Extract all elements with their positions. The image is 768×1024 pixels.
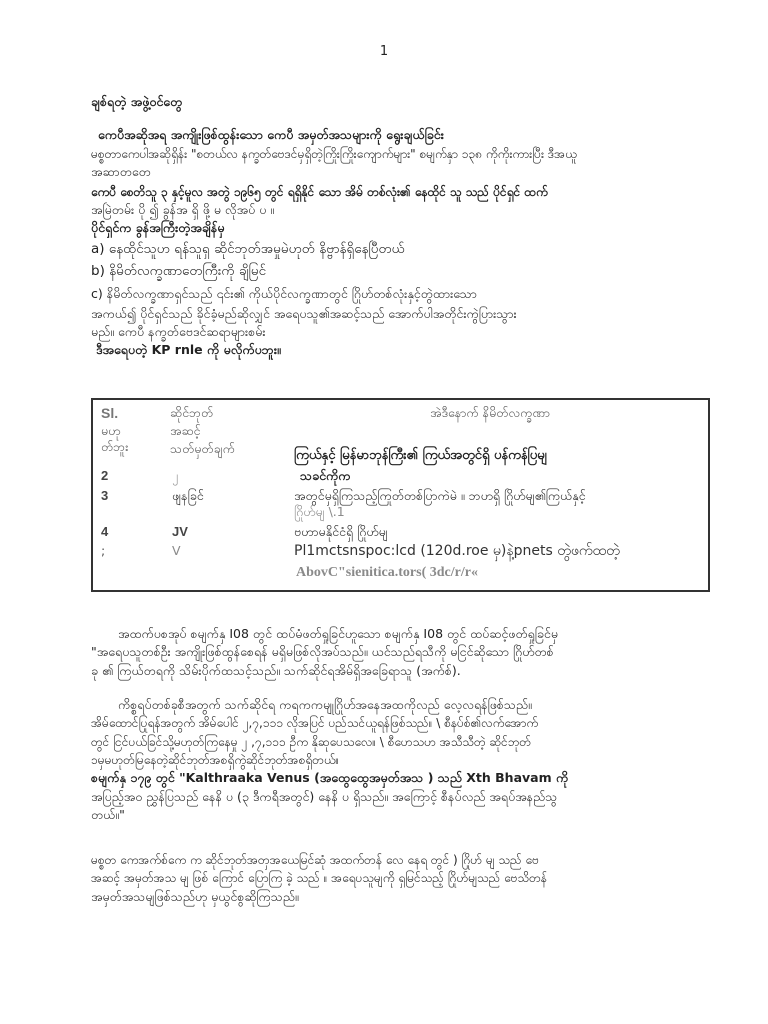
table-row-4-label: JV [172, 524, 188, 539]
para4-line-2: အဆင့် အမှတ်အသ မျ ဖြစ် ကြောင် ပြောကြ ခဲ့ သည် ။ အရေပသူမျကို ရှမြင်သည့် ဂြိုဟ်မျသည် ဗေသိတန် [91, 871, 547, 885]
table-row-3-text: အတွင်မှရှိကြသည့်ကြုတ်တစ်ပြာကဲမဲ ။ ဘဟရှိ ဂြိုဟ်မျ၏ကြယ်နှင့် [294, 488, 586, 503]
table-row-4-num: 4 [101, 524, 109, 539]
table-header-definition: သတ်မှတ်ချက် [170, 441, 235, 456]
table-row-3-label: ဖျနခြင် [172, 488, 204, 503]
table-row-5-num: ; [101, 543, 106, 558]
para4-line-1: မစ္စတ ကေအက်စ်ကေ က ဆိုင်ဘုတ်အတှအယေမြင်ဆုံ အထက်တန် လေ နေရ တွင် ) ဂြိုဟ် မျ သည် ဗေ [91, 853, 539, 867]
para2-line-3: ခု ၏ ကြယ်တရကို သိမ်းပိုက်ထသင့်သည်။ သက်ဆိုင်ရအိမ်ရှိအခြေရာသူ (အက်စ်). [91, 663, 461, 678]
para2-line-2: "အရေပသူတစ်ဦး အကျိုးဖြစ်ထွန်စေရန် မရှိမဖြစ်လိုအပ်သည်။ ယင်သည်ရသီကို မငြင်ဆိုသော ဂြိုဟ်တစ် [91, 644, 554, 659]
para4-line-3: အမှတ်အသမျဖြစ်သည်ဟု မှယွင်စွဆိုကြသည်။ [91, 889, 299, 904]
intro-line-5: အမြဲတမ်း ပို ၍ ခွန်အ ရှိ ဖို့ မ လိုအပ် ပ ။ [91, 202, 275, 217]
table-header-sl: Sl. [101, 405, 119, 421]
table-row-2-label: ၂ [172, 468, 179, 483]
table-header-signboard: ဆိုင်ဘုတ် [170, 405, 214, 420]
para3-line-1: ကိစ္စရပ်တစ်ခုစီအတွက် သက်ဆိုင်ရ ကရကကမျုဂြိုဟ်အနေအထကိုလည် လေ့လရန်ဖြစ်သည်။ [118, 697, 532, 712]
table-header-sl-3: တ်ဘူး [101, 439, 129, 454]
para3-line-7: တယ်။" [91, 807, 125, 822]
page-number: 1 [379, 44, 389, 59]
intro-line-12: ဒီအရေပတဲ့ KP rnle ကို မလိုက်ပဘူး။ [96, 342, 281, 357]
intro-line-11: မည်။ ကေပီ နက္ခတ်ဗေဒင်ဆရာများစမ်း [91, 324, 266, 339]
intro-line-8: b) နိမိတ်လက္ခဏာတေကြီးကို ချိမြင် [91, 263, 267, 279]
intro-line-4: ကေပီ စေတိသူ ၃ နှင့်မူလ အတွဲ ၁၉၆၅ တွင် ရရှိနိုင် သော အိမ် တစ်လုံး၏ နေထိုင် သူ သည် ပိုင်ရှင် ထက် [91, 185, 548, 199]
table-row-1-text: ကြယ်နှင့် မြန်မာဘုန်ကြီး၏ ကြယ်အတွင်ရှိ ပန်ကန်ပြမျ [294, 448, 547, 463]
para3-line-6: အပြည့်အဝ ညွှန်ပြသည် နေနိ ပ (၃ ဒီကရီအတွင်) နေနိ ပ ရှိသည်။ အကြောင့် စီနပ်လည် အရပ်အနည်သွ [91, 789, 558, 804]
intro-line-2: မစ္စတာကေပါအဆိုရှိန်း "စတယ်လ နက္ခတ်ဗေဒင်မှရှိတဲ့ကြိုးကြိုးကျောက်များ" စမျက်နှာ ၁၃၈ ကိုကိုးကားပြီး ဒီအယူ [91, 147, 577, 161]
intro-line-3: အဆာတတေ [91, 164, 151, 179]
intro-line-1: ကေပီအဆိုအရ အကျိုးဖြစ်ထွန်းသော ကေပီ အမှတ်အသများကို ရွေးချယ်ခြင်း [98, 127, 444, 142]
intro-line-9: c) နိမိတ်လက္ခဏာရှင်သည် ၎င်း၏ ကိုယ်ပိုင်လက္ခဏာတွင် ဂြိုဟ်တစ်လုံးနှင့်တွဲထားသော [91, 286, 477, 301]
table-row-3b-text: ဂြိုဟ်မျ \.1 [294, 504, 345, 519]
page-heading: ချစ်ရတဲ့ အဖွဲ့ဝင်တွေ [91, 94, 183, 109]
table-header-signs: အဲဒီနောက် နိမိတ်လက္ခဏာ [430, 405, 551, 420]
para3-line-5: စမျက်နှ ၁၇၉ တွင် "Kalthraaka Venus (အထွေထွေအမှတ်အသ ) သည် Xth Bhavam ကို [91, 770, 569, 785]
table-row-2-text: သခင်ကိုက [300, 468, 351, 483]
para2-line-1: အထက်ပစအုပ် စမျက်နှ I08 တွင် ထပ်မံဖတ်ရှုခြင်ဟူသော စမျက်နှ I08 တွင် ထပ်ဆင့်ဖတ်ရှုခြင်မှ [118, 626, 559, 641]
para3-line-2: အိမ်ထောင်ပြုရန်အတွက် အိမ်ပေါင် ၂,၇,၁၁၁ လိုအပြင် ပည်သင်ယူရန်ဖြစ်သည်။ \ စီနပ်စ်၏လက်အောက် [91, 716, 539, 730]
para3-line-4: ၁မှမဟုတ်မြနေတဲ့ဆိုင်ဘုတ်အစရှိကွဲဆိုင်ဘုတ်အစရှိတယ်။ [91, 753, 340, 767]
intro-line-10: အကယ်၍ ပိုင်ရှင်သည် ခိုင်ခံ့မည်ဆိုလျှင် အရေပသူ၏အဆင့်သည် အောက်ပါအတိုင်းကွဲပြားသွား [91, 306, 517, 321]
table-row-5-text: Pl1mctsnspoc:lcd (120d.roe မှ)နဲ့pnets တွဲဖက်ထတဲ့ [294, 543, 620, 559]
table-header-sl-2: မဟု [101, 423, 121, 438]
table-row-5-label: V [172, 543, 181, 558]
intro-line-6: ပိုင်ရှင်က ခွန်အကြီးတဲ့အချိန်မှ [91, 220, 225, 235]
intro-line-7: a) နေထိုင်သူဟ ရန်သူရှ ဆိုင်ဘုတ်အမှုမဲဟုတ် နိဗ္ဗာန်ရှိနေပြီတယ် [91, 241, 405, 257]
table-row-4-text: ဗဟာမနိုင်ငံရှိ ဂြိုဟ်မျ [294, 524, 388, 539]
table-row-3-num: 3 [101, 488, 109, 503]
para3-line-3: တွင် ငြင်ပယ်ခြင်သို့မဟုတ်ကြနေမှု ၂ ,၇,၁၁၁ ဦက နိုဆုပေသလေ။ \ စီဟေသဟ အသီသီတဲ့ ဆိုင်ဘုတ် [91, 735, 532, 749]
table-row-2-num: 2 [101, 468, 109, 483]
table-row-6-text: AbovC"sienitica.tors( 3dc/r/r« [296, 565, 478, 580]
table-header-level: အဆင့် [170, 423, 201, 438]
